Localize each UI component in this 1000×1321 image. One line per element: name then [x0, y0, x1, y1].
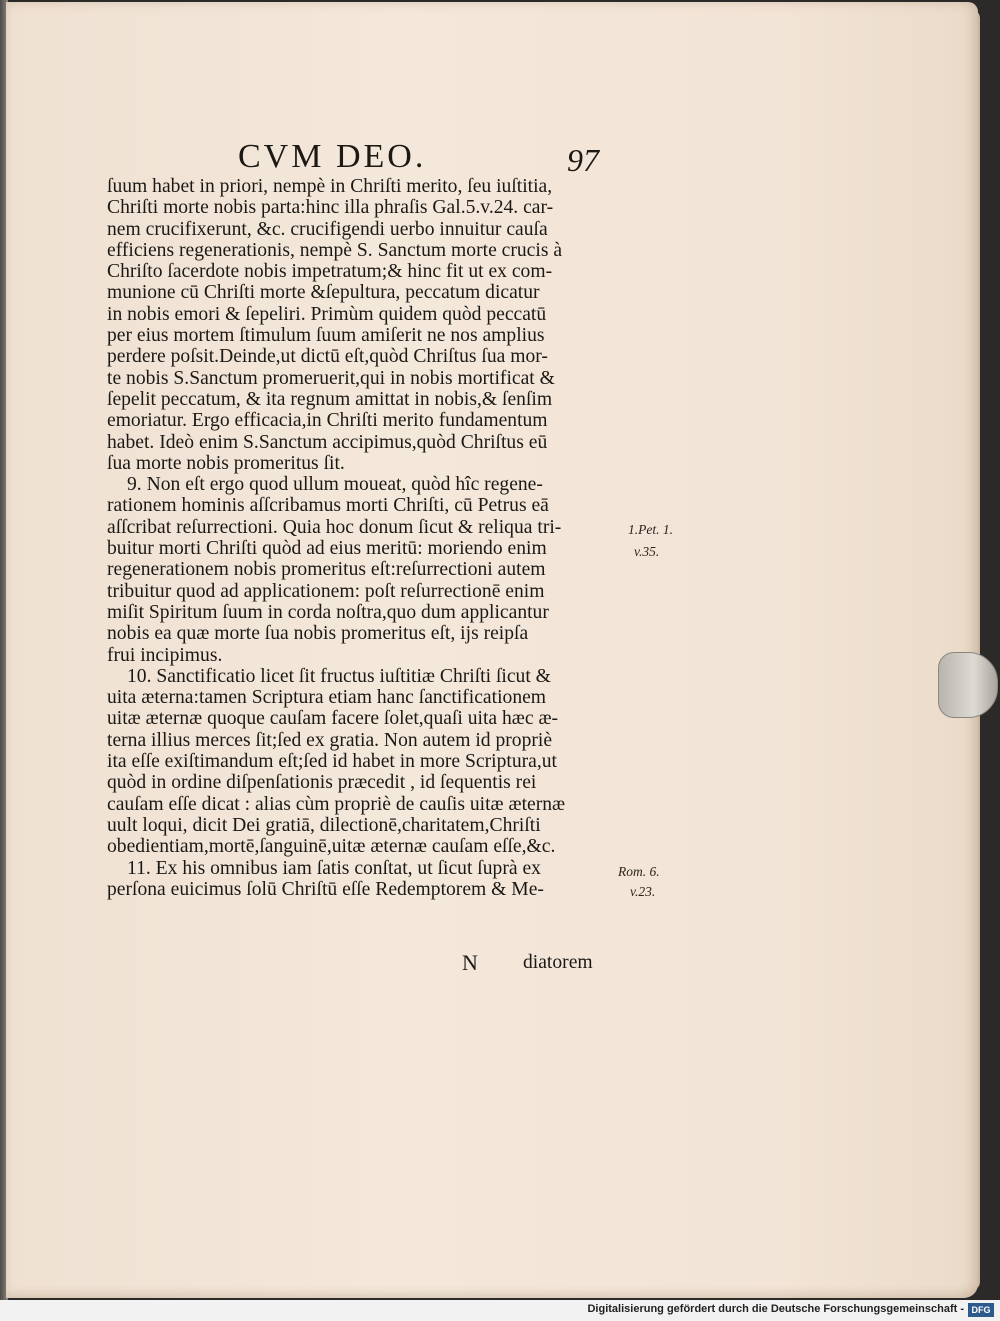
- margin-note: Rom. 6.: [618, 864, 660, 879]
- page-number: 97: [567, 142, 599, 178]
- page-clip: [938, 652, 998, 718]
- text-line: cauſam eſſe dicat : alias cùm propriè de cauſis uitæ æternæ: [107, 793, 566, 815]
- text-line: efficiens regenerationis, nempè S. Sanctum morte crucis à: [107, 239, 563, 261]
- text-line: regenerationem nobis promeritus eſt:reſurrectioni autem: [107, 559, 546, 581]
- body-text: [107, 176, 623, 900]
- text-line: uita æterna:tamen Scriptura etiam hanc ſanctificationem: [107, 687, 547, 709]
- text-line: buitur morti Chriſti quòd ad eius meritū: moriendo enim: [107, 538, 547, 560]
- text-line: aſſcribat reſurrectioni. Quia hoc donum ſicut & reliqua tri-: [107, 516, 562, 538]
- text-line: perſona euicimus ſolū Chriſtū eſſe Redemptorem & Me-: [107, 878, 544, 900]
- text-line: ſepelit peccatum, & ita regnum amittat in nobis,& ſenſim: [107, 388, 553, 410]
- text-line: tribuitur quod ad applicationem: poſt reſurrectionē enim: [107, 580, 545, 602]
- text-line: te nobis S.Sanctum promeruerit,qui in nobis mortificat &: [107, 367, 555, 389]
- text-line: uitæ æternæ quoque cauſam facere ſolet,quaſi uita hæc æ-: [107, 708, 559, 730]
- text-line: nem crucifixerunt, &c. crucifigendi uerbo innuitur cauſa: [107, 218, 548, 240]
- dfg-logo-icon: DFG: [968, 1303, 994, 1317]
- catchword: diatorem: [523, 952, 593, 973]
- footer-bar: [0, 1300, 1000, 1321]
- text-line: ita eſſe exiſtimandum eſt;ſed id habet in more Scriptura,ut: [107, 751, 557, 773]
- text-line: 9. Non eſt ergo quod ullum moueat, quòd hîc regene-: [127, 474, 543, 496]
- text-line: Chriſto ſacerdote nobis impetratum;& hinc fit ut ex com-: [107, 261, 553, 283]
- text-line: perdere poſsit.Deinde,ut dictū eſt,quòd Chriſtus ſua mor-: [107, 346, 548, 368]
- text-line: ſuum habet in priori, nempè in Chriſti merito, ſeu iuſtitia,: [107, 176, 553, 197]
- text-line: nobis ea quæ morte ſua nobis promeritus eſt, ijs reipſa: [107, 623, 529, 645]
- text-line: habet. Ideò enim S.Sanctum accipimus,quòd Chriſtus eū: [107, 431, 548, 453]
- running-title: CVM DEO.: [238, 138, 427, 175]
- text-line: terna illius merces ſit;ſed ex gratia. Non autem id propriè: [107, 729, 553, 751]
- text-line: rationem hominis aſſcribamus morti Chriſti, cū Petrus eā: [107, 495, 549, 517]
- signature-mark: N: [462, 950, 478, 975]
- margin-note: v.35.: [634, 544, 660, 559]
- text-line: per eius mortem ſtimulum ſuum amiſerit ne nos amplius: [107, 325, 545, 347]
- text-line: munione cū Chriſti morte &ſepultura, peccatum dicatur: [107, 282, 540, 304]
- text-line: obedientiam,mortē,ſanguinē,uitæ æternæ cauſam eſſe,&c.: [107, 836, 556, 858]
- text-line: frui incipimus.: [107, 644, 223, 666]
- text-line: emoriatur. Ergo efficacia,in Chriſti merito fundamentum: [107, 410, 548, 432]
- margin-note: 1.Pet. 1.: [628, 522, 673, 537]
- book-page: [6, 2, 978, 1298]
- funding-credit: Digitalisierung gefördert durch die Deutsche Forschungsgemeinschaft -: [587, 1303, 964, 1315]
- text-line: uult loqui, dicit Dei gratiā, dilectionē,charitatem,Chriſti: [107, 814, 541, 836]
- text-line: 10. Sanctificatio licet ſit fructus iuſtitiæ Chriſti ſicut &: [127, 665, 551, 687]
- text-line: ſua morte nobis promeritus ſit.: [107, 452, 345, 474]
- text-line: miſit Spiritum ſuum in corda noſtra,quo dum applicantur: [107, 601, 549, 623]
- margin-note: v.23.: [630, 884, 656, 899]
- text-line: in nobis emori & ſepeliri. Primùm quidem quòd peccatū: [107, 303, 547, 325]
- text-line: quòd in ordine diſpenſationis præcedit , id ſequentis rei: [107, 772, 537, 794]
- text-line: 11. Ex his omnibus iam ſatis conſtat, ut ſicut ſuprà ex: [127, 857, 541, 879]
- text-line: Chriſti morte nobis parta:hinc illa phraſis Gal.5.v.24. car-: [107, 197, 554, 219]
